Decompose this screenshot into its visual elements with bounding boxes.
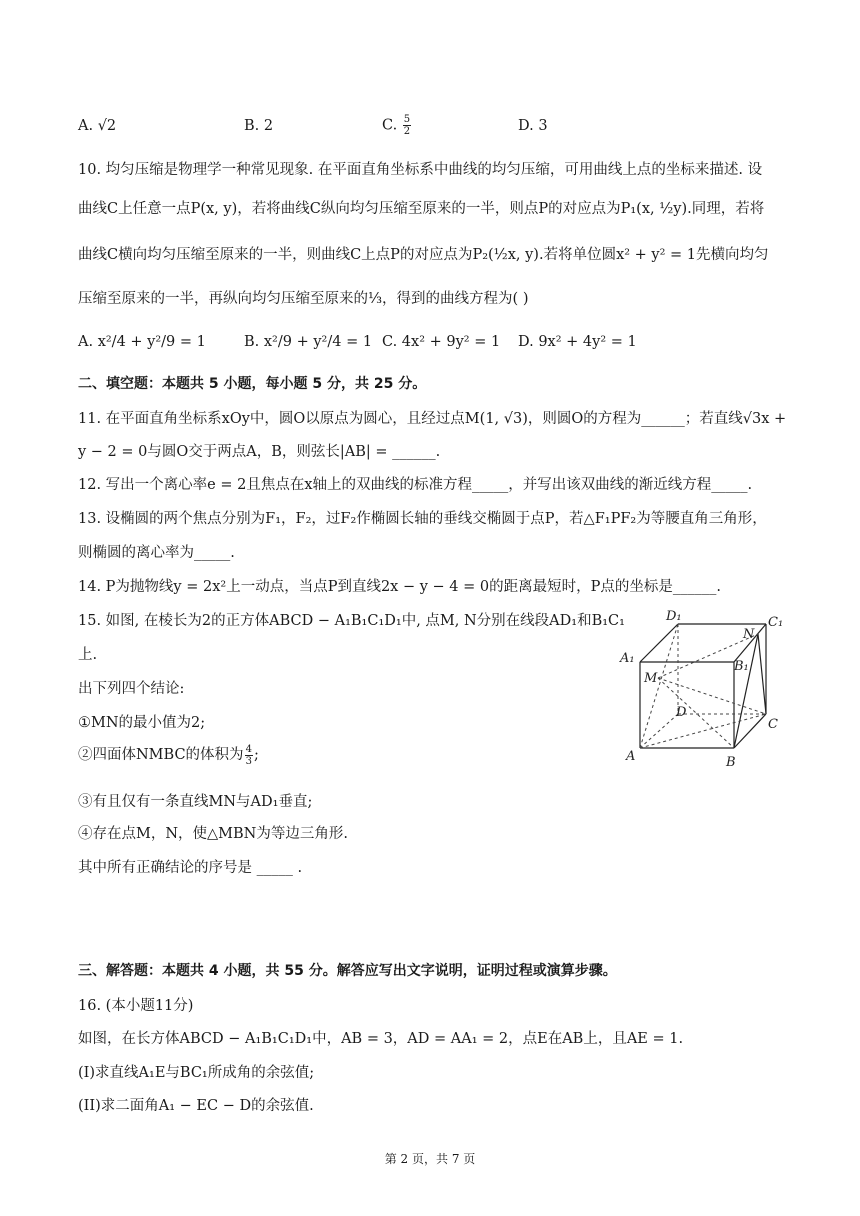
section-2-title: 二、填空题：本题共 5 小题，每小题 5 分，共 25 分。 xyxy=(78,376,427,392)
q10-option-c: C. 4x² + 9y² = 1 xyxy=(382,334,501,350)
label-D: D xyxy=(676,705,687,720)
label-B1: B₁ xyxy=(734,659,749,674)
q15-line-3: 出下列四个结论: xyxy=(78,681,185,697)
q10-line-4: 压缩至原来的一半，再纵向均匀压缩至原来的⅓，得到的曲线方程为( ) xyxy=(78,291,529,307)
q9-option-a: A. √2 xyxy=(78,118,117,134)
label-M: M xyxy=(644,671,658,686)
segment-NC xyxy=(758,634,766,714)
q9-option-d: D. 3 xyxy=(518,118,548,134)
q10-option-a: A. x²/4 + y²/9 = 1 xyxy=(78,334,206,350)
q15-line-2: 上. xyxy=(78,647,98,663)
q15-question: 其中所有正确结论的序号是 _____ . xyxy=(78,860,303,876)
q13-line-2: 则椭圆的离心率为_____. xyxy=(78,545,235,561)
page-footer: 第 2 页，共 7 页 xyxy=(384,1152,476,1166)
q12-line: 12. 写出一个离心率e = 2且焦点在x轴上的双曲线的标准方程_____，并写出该双曲线的渐近线方程_____. xyxy=(78,477,753,493)
q16-statement: 如图，在长方体ABCD − A₁B₁C₁D₁中，AB = 3，AD = AA₁ = 2，点E在AB上，且AE = 1. xyxy=(78,1031,684,1047)
cube-figure xyxy=(610,600,800,775)
q10-line-3: 曲线C横向均匀压缩至原来的一半，则曲线C上点P的对应点为P₂(½x, y).若将单位圆x² + y² = 1先横向均匀 xyxy=(78,247,769,263)
q9-option-b: B. 2 xyxy=(244,118,274,134)
label-A: A xyxy=(626,749,636,764)
q15-conclusion-2-fraction: $\frac{4}{3}$ xyxy=(245,743,252,767)
q9-option-c-fraction: $\frac{5}{2}$ xyxy=(403,114,411,137)
q10-option-d: D. 9x² + 4y² = 1 xyxy=(518,334,637,350)
q15-conclusion-4: ④存在点M，N，使△MBN为等边三角形. xyxy=(78,826,348,842)
label-A1: A₁ xyxy=(620,651,635,666)
q15-conclusion-2-end: ; xyxy=(253,747,259,763)
segment-NB xyxy=(734,634,758,748)
q14-line: 14. P为抛物线y = 2x²上一动点，当点P到直线2x − y − 4 = 0的距离最短时，P点的坐标是______. xyxy=(78,579,721,595)
q11-line-1: 11. 在平面直角坐标系xOy中，圆O以原点为圆心，且经过点M(1, √3)，则圆O的方程为______；若直线√3x + xyxy=(78,411,787,427)
q15-conclusion-2 xyxy=(78,743,259,767)
q10-option-b: B. x²/9 + y²/4 = 1 xyxy=(244,334,373,350)
q16-part-1: (I)求直线A₁E与BC₁所成角的余弦值; xyxy=(78,1065,315,1081)
q10-line-1: 10. 均匀压缩是物理学一种常见现象. 在平面直角坐标系中曲线的均匀压缩，可用曲线上点的坐标来描述. 设 xyxy=(78,162,763,178)
q15-conclusion-3: ③有且仅有一条直线MN与AD₁垂直; xyxy=(78,794,313,810)
label-C1: C₁ xyxy=(768,615,784,630)
edge-BC xyxy=(734,714,766,748)
label-D1: D₁ xyxy=(666,609,682,624)
label-C: C xyxy=(768,717,778,732)
q9-option-c-label: C. xyxy=(382,117,398,134)
section-3-title: 三、解答题：本题共 4 小题，共 55 分。解答应写出文字说明，证明过程或演算步骤。 xyxy=(78,963,617,979)
label-B: B xyxy=(726,755,736,770)
q15-conclusion-1: ①MN的最小值为2; xyxy=(78,715,206,731)
segment-MC xyxy=(658,678,766,714)
q15-line-1: 15. 如图, 在棱长为2的正方体ABCD − A₁B₁C₁D₁中, 点M, N分别在线段AD₁和B₁C₁ xyxy=(78,613,625,629)
q11-line-2: y − 2 = 0与圆O交于两点A，B，则弦长|AB| = ______. xyxy=(78,444,441,460)
q10-line-2: 曲线C上任意一点P(x, y)，若将曲线C纵向均匀压缩至原来的一半，则点P的对应点为P₁(x, ½y).同理，若将 xyxy=(78,201,765,217)
q9-option-c xyxy=(382,114,412,137)
label-N: N xyxy=(743,627,755,642)
q16-heading: 16. (本小题11分) xyxy=(78,998,194,1014)
q15-conclusion-2-text: ②四面体NMBC的体积为 xyxy=(78,747,244,763)
q16-part-2: (II)求二面角A₁ − EC − D的余弦值. xyxy=(78,1098,314,1114)
segment-MB xyxy=(658,678,734,748)
q13-line-1: 13. 设椭圆的两个焦点分别为F₁，F₂，过F₂作椭圆长轴的垂线交椭圆于点P，若△F₁PF₂为等腰直角三角形， xyxy=(78,511,767,527)
